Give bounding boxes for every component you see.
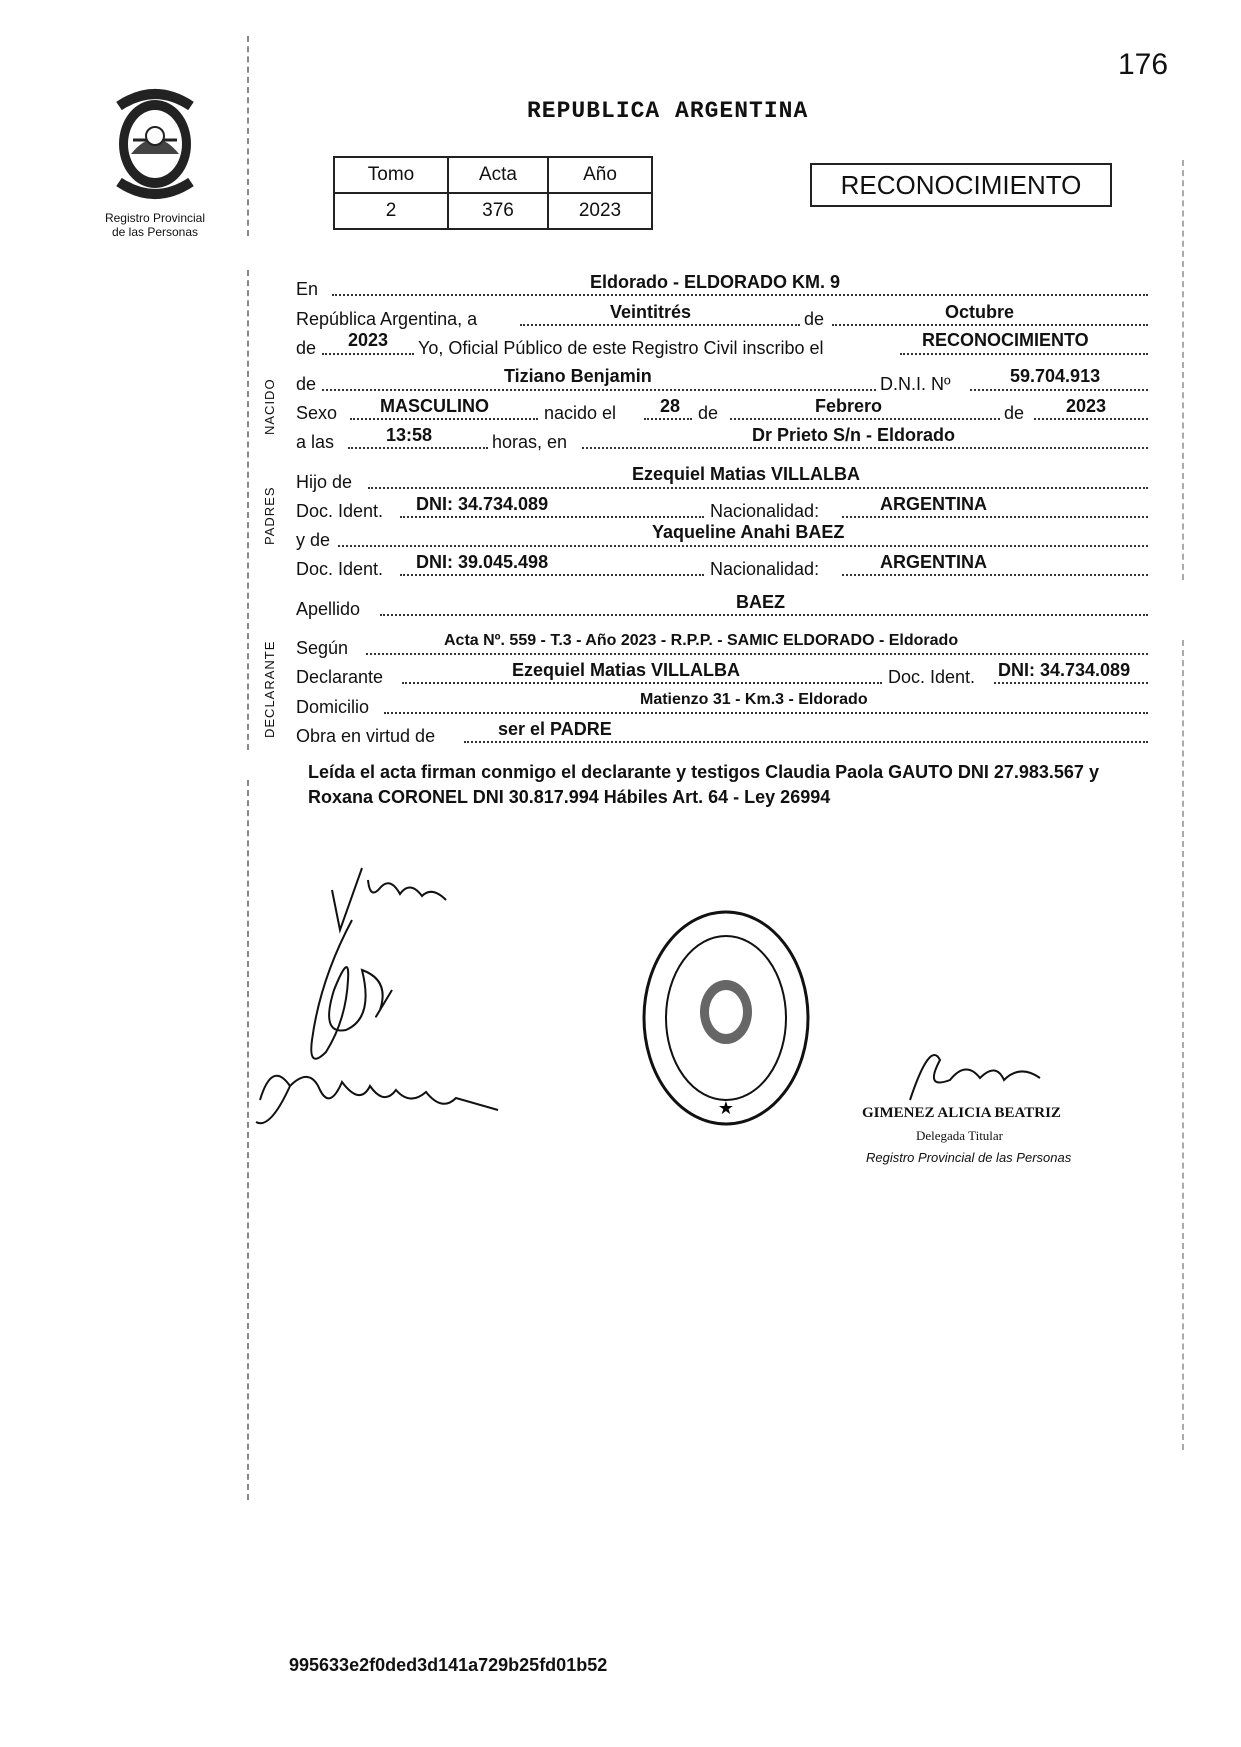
label-domicilio: Domicilio (296, 697, 370, 717)
label-doc-ident: Doc. Ident. (296, 501, 384, 521)
section-label-declarante: DECLARANTE (262, 640, 277, 738)
official-organization: Registro Provincial de las Personas (866, 1150, 1072, 1165)
field-month: Octubre (945, 302, 1015, 322)
header-tomo: Tomo (334, 157, 448, 193)
dotted-line (832, 324, 1148, 326)
label-segun: Según (296, 638, 349, 658)
label-y-de: y de (296, 530, 331, 550)
field-child-name: Tiziano Benjamin (504, 366, 652, 386)
dotted-line (842, 516, 1148, 518)
closing-text: Leída el acta firman conmigo el declarante y testigos Claudia Paola GAUTO DNI 27.983.567 y Roxana CORONEL DNI 30.817.994 Hábiles Art. 64 - Ley 26994 (308, 762, 1099, 807)
dotted-line (520, 324, 800, 326)
field-birth-month: Febrero (815, 396, 883, 416)
official-stamp (636, 904, 816, 1134)
label-apellido: Apellido (296, 599, 361, 619)
label-sexo: Sexo (296, 403, 338, 423)
label-de-year: de (296, 338, 317, 358)
dotted-line (368, 487, 1148, 489)
label-hijo-de: Hijo de (296, 472, 353, 492)
section-label-padres: PADRES (262, 486, 277, 545)
field-sex: MASCULINO (380, 396, 489, 416)
label-de-name: de (296, 374, 317, 394)
dotted-line (644, 418, 692, 420)
field-address: Matienzo 31 - Km.3 - Eldorado (640, 691, 868, 708)
table-header-row (334, 157, 652, 193)
field-birth-place: Dr Prieto S/n - Eldorado (752, 425, 956, 445)
page-number: 176 (1118, 48, 1169, 81)
field-father-nat: ARGENTINA (880, 494, 987, 514)
official-signature (870, 1040, 1070, 1110)
field-father-doc: DNI: 34.734.089 (416, 494, 549, 514)
dotted-line (1034, 418, 1148, 420)
official-role: Delegada Titular (916, 1128, 1004, 1143)
label-republica: República Argentina, a (296, 309, 478, 329)
dotted-line (582, 447, 1148, 449)
field-declarant: Ezequiel Matias VILLALBA (512, 660, 741, 680)
right-margin-line (1182, 160, 1184, 580)
field-mother-name: Yaqueline Anahi BAEZ (652, 522, 845, 542)
field-birth-day: 28 (660, 396, 681, 416)
dotted-line (366, 653, 1148, 655)
dotted-line (350, 418, 538, 420)
field-father-name: Ezequiel Matias VILLALBA (632, 464, 861, 484)
field-act: RECONOCIMIENTO (922, 330, 1089, 350)
value-ano: 2023 (548, 193, 652, 229)
dotted-line (348, 447, 488, 449)
official-name: GIMENEZ ALICIA BEATRIZ (862, 1105, 1061, 1121)
field-child-dni: 59.704.913 (1010, 366, 1101, 386)
label-nacido-el: nacido el (544, 403, 617, 423)
label-de3: de (1004, 403, 1025, 423)
page-title: REPUBLICA ARGENTINA (527, 98, 809, 124)
dotted-line (322, 389, 876, 391)
dotted-line (332, 294, 1148, 296)
dotted-line (400, 574, 704, 576)
witness-signatures (250, 860, 510, 1160)
left-margin-line (247, 36, 249, 236)
field-mother-doc: DNI: 39.045.498 (416, 552, 549, 572)
logo-caption-line1: Registro Provincial (104, 211, 206, 225)
dotted-line (402, 682, 882, 684)
dotted-line (384, 712, 1148, 714)
right-margin-line (1182, 640, 1184, 1450)
label-nacionalidad: Nacionalidad: (710, 501, 820, 521)
dotted-line (322, 353, 414, 355)
label-obra: Obra en virtud de (296, 726, 436, 746)
label-a-las: a las (296, 432, 335, 452)
document-hash: 995633e2f0ded3d141a729b25fd01b52 (289, 1655, 608, 1675)
field-surname: BAEZ (736, 592, 785, 612)
dotted-line (842, 574, 1148, 576)
field-segun: Acta Nº. 559 - T.3 - Año 2023 - R.P.P. - SAMIC ELDORADO - Eldorado (444, 632, 959, 649)
label-horas-en: horas, en (492, 432, 568, 452)
act-type-box: RECONOCIMIENTO (810, 163, 1112, 207)
field-year: 2023 (348, 330, 389, 350)
dotted-line (994, 682, 1148, 684)
label-declarante: Declarante (296, 667, 384, 687)
label-dni: D.N.I. Nº (880, 374, 951, 394)
header-acta: Acta (448, 157, 548, 193)
svg-text:★: ★ (717, 1098, 735, 1119)
provincial-seal-icon (107, 84, 203, 202)
dotted-line (400, 516, 704, 518)
label-nacionalidad2: Nacionalidad: (710, 559, 820, 579)
dotted-line (338, 545, 1148, 547)
value-acta: 376 (448, 193, 548, 229)
field-day: Veintitrés (610, 302, 692, 322)
field-place: Eldorado - ELDORADO KM. 9 (590, 272, 841, 292)
field-mother-nat: ARGENTINA (880, 552, 987, 572)
label-officer: Yo, Oficial Público de este Registro Civil inscribo el (418, 338, 824, 358)
value-tomo: 2 (334, 193, 448, 229)
section-label-nacido: NACIDO (262, 378, 277, 435)
label-en: En (296, 279, 319, 299)
dotted-line (900, 353, 1148, 355)
field-birth-year: 2023 (1066, 396, 1107, 416)
field-by-virtue: ser el PADRE (498, 719, 612, 739)
left-margin-line (247, 780, 249, 1500)
field-declarant-doc: DNI: 34.734.089 (998, 660, 1131, 680)
label-de2: de (698, 403, 719, 423)
left-margin-line (247, 270, 249, 750)
register-table (333, 156, 653, 230)
label-de: de (804, 309, 825, 329)
dotted-line (380, 614, 1148, 616)
registry-logo (80, 84, 230, 239)
table-row (334, 193, 652, 229)
label-doc-ident3: Doc. Ident. (888, 667, 976, 687)
label-doc-ident2: Doc. Ident. (296, 559, 384, 579)
logo-caption-line2: de las Personas (111, 225, 199, 239)
field-birth-time: 13:58 (386, 425, 433, 445)
dotted-line (464, 741, 1148, 743)
header-ano: Año (548, 157, 652, 193)
dotted-line (970, 389, 1148, 391)
dotted-line (730, 418, 1000, 420)
